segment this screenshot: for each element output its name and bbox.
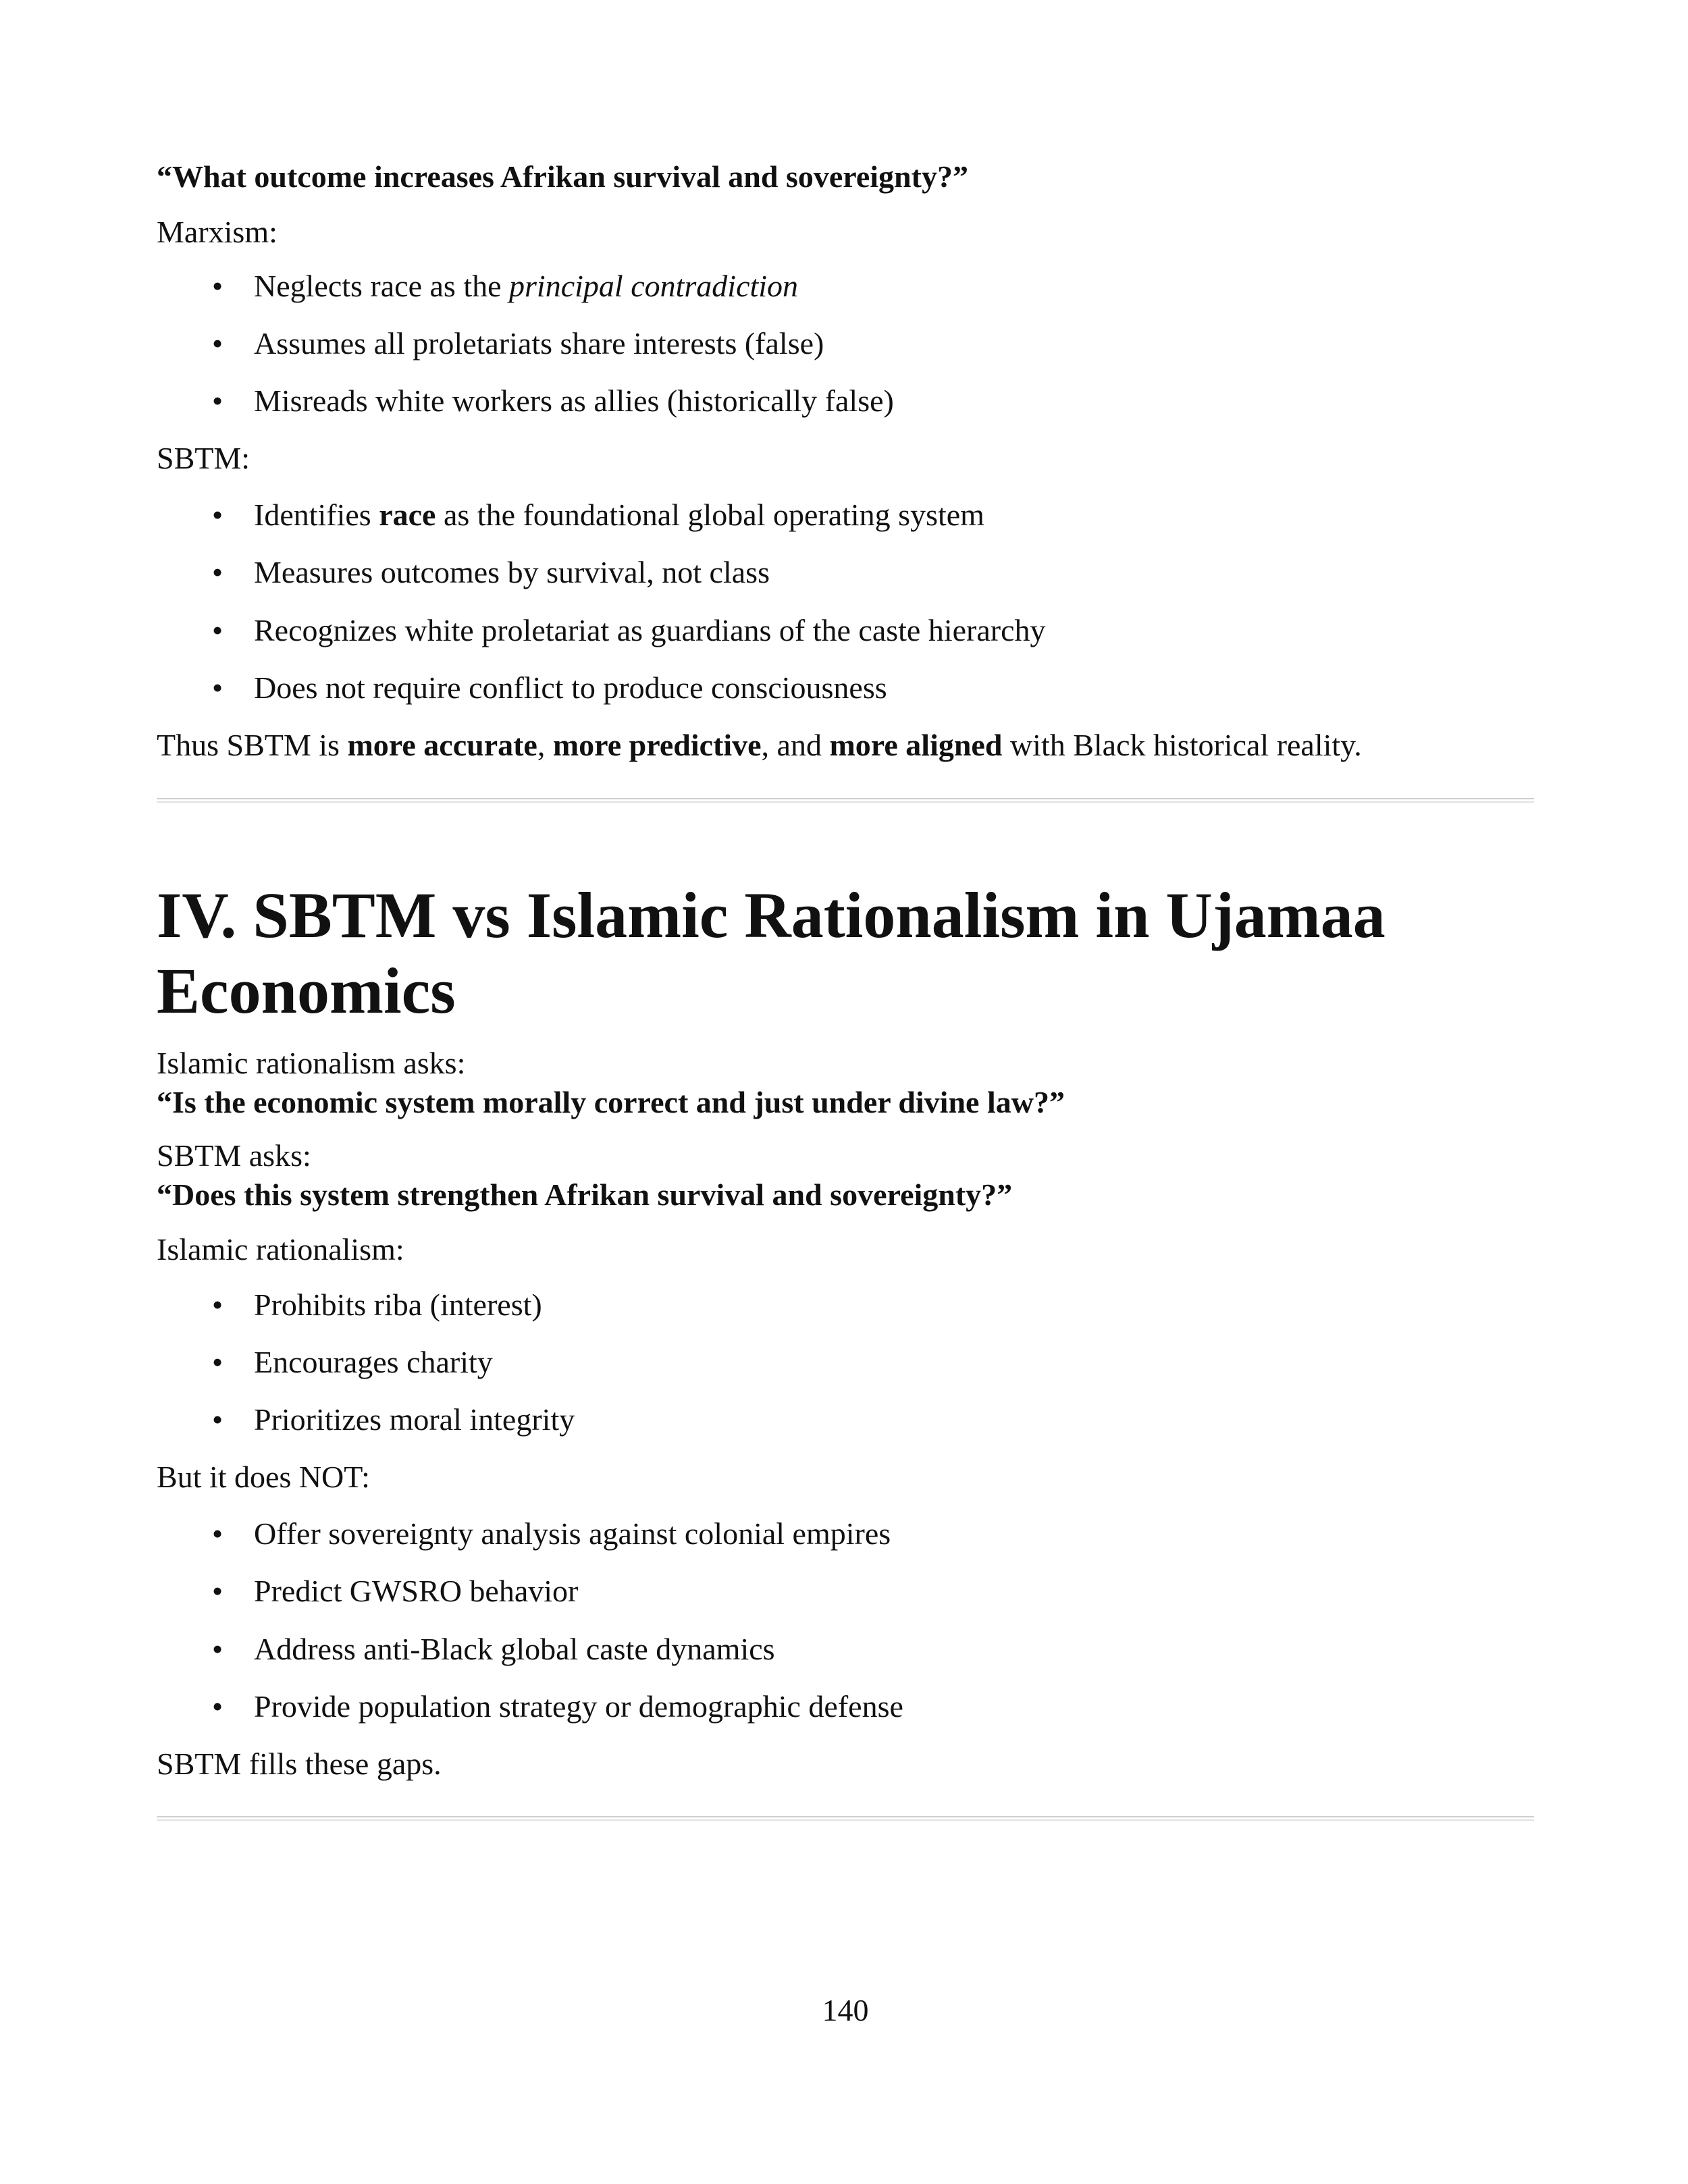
marxism-question: “What outcome increases Afrikan survival and sovereignty?” [157, 159, 968, 194]
not-label: But it does NOT: [157, 1460, 370, 1494]
horizontal-rule [157, 798, 1534, 803]
bullet-glyph: • [212, 326, 223, 361]
bullet-glyph: • [212, 1632, 223, 1666]
bullet-glyph: • [212, 1287, 223, 1322]
islamic-question: “Is the economic system morally correct and just under divine law?” [157, 1085, 1065, 1119]
list-item: • Prohibits riba (interest) [212, 1286, 542, 1324]
conclusion-paragraph: Thus SBTM is more accurate, more predictive, and more aligned with Black historical reality. [157, 728, 1362, 762]
bullet-glyph: • [212, 1402, 223, 1437]
list-item: • Assumes all proletariats share interests (false) [212, 325, 824, 363]
list-item: • Recognizes white proletariat as guardians of the caste hierarchy [212, 612, 1046, 649]
bullet-glyph: • [212, 555, 223, 589]
bullet-glyph: • [212, 269, 223, 303]
bullet-glyph: • [212, 498, 223, 532]
list-item: • Address anti-Black global caste dynamics [212, 1630, 775, 1668]
page-number: 140 [822, 1993, 869, 2027]
list-item: • Neglects race as the principal contradiction [212, 267, 798, 305]
sbtm-asks-label: SBTM asks: [157, 1138, 311, 1173]
bullet-glyph: • [212, 1689, 223, 1724]
section-heading: IV. SBTM vs Islamic Rationalism in Ujamaa Economics [157, 879, 1386, 1027]
list-item: • Predict GWSRO behavior [212, 1572, 578, 1610]
bullet-glyph: • [212, 670, 223, 705]
islamic-label: Islamic rationalism: [157, 1232, 404, 1267]
bullet-glyph: • [212, 613, 223, 647]
list-item: • Offer sovereignty analysis against colonial empires [212, 1515, 891, 1553]
closing-paragraph: SBTM fills these gaps. [157, 1747, 442, 1781]
sbtm-question: “Does this system strengthen Afrikan survival and sovereignty?” [157, 1177, 1013, 1212]
list-item: • Prioritizes moral integrity [212, 1401, 575, 1439]
list-item: • Measures outcomes by survival, not class [212, 554, 770, 591]
list-item: • Misreads white workers as allies (historically false) [212, 382, 894, 420]
list-item: • Provide population strategy or demographic defense [212, 1688, 903, 1726]
list-item: • Does not require conflict to produce consciousness [212, 669, 887, 707]
marxism-label: Marxism: [157, 215, 278, 249]
emphasis-text: principal contradiction [509, 269, 799, 303]
bullet-glyph: • [212, 1574, 223, 1608]
bullet-glyph: • [212, 1516, 223, 1551]
sbtm-label: SBTM: [157, 441, 250, 475]
bullet-glyph: • [212, 383, 223, 418]
horizontal-rule [157, 1816, 1534, 1821]
strong-text: race [379, 498, 436, 532]
bullet-glyph: • [212, 1345, 223, 1379]
list-item: • Encourages charity [212, 1343, 493, 1381]
islamic-asks-label: Islamic rationalism asks: [157, 1046, 466, 1080]
list-item: • Identifies race as the foundational global operating system [212, 496, 984, 534]
